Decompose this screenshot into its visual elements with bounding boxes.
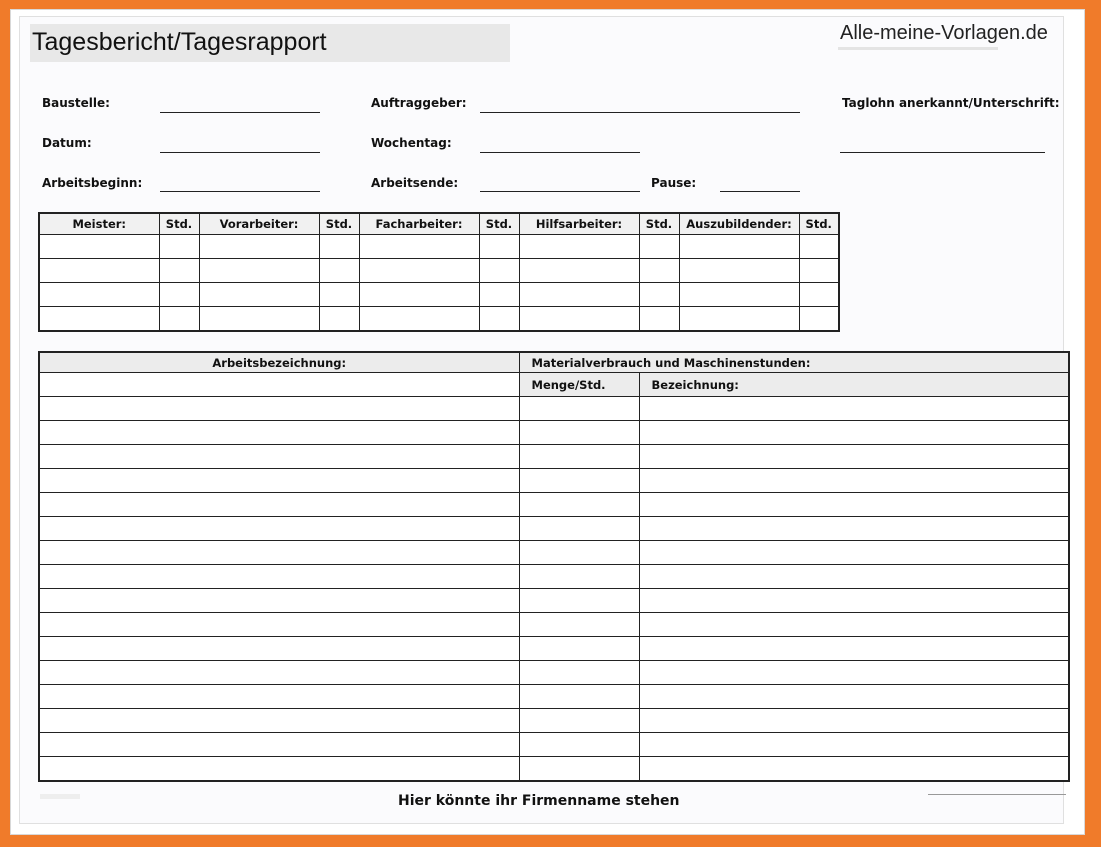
table-row [39, 307, 839, 332]
staff-cell[interactable] [159, 235, 199, 259]
work-desc-cell[interactable] [39, 757, 519, 782]
qty-cell[interactable] [519, 445, 639, 469]
header-std: Std. [639, 213, 679, 235]
qty-cell[interactable] [519, 709, 639, 733]
wochentag-label: Wochentag: [371, 136, 452, 150]
work-desc-cell[interactable] [39, 661, 519, 685]
brand-underline [838, 47, 998, 50]
work-table [38, 351, 1070, 782]
staff-cell[interactable] [199, 307, 319, 332]
qty-cell[interactable] [519, 469, 639, 493]
qty-cell[interactable] [519, 661, 639, 685]
qty-cell[interactable] [519, 757, 639, 782]
staff-header-row [39, 213, 839, 235]
datum-field[interactable] [160, 152, 320, 153]
staff-cell[interactable] [39, 259, 159, 283]
pause-label: Pause: [651, 176, 697, 190]
qty-cell[interactable] [519, 685, 639, 709]
material-desc-cell[interactable] [639, 421, 1069, 445]
header-std: Std. [159, 213, 199, 235]
material-desc-cell[interactable] [639, 445, 1069, 469]
staff-cell[interactable] [639, 307, 679, 332]
staff-cell[interactable] [39, 307, 159, 332]
header-bezeichnung: Bezeichnung: [639, 373, 1069, 397]
table-row [39, 259, 839, 283]
table-row [39, 235, 839, 259]
work-desc-cell[interactable] [39, 517, 519, 541]
header-auszubildender: Auszubildender: [679, 213, 799, 235]
header-meister: Meister: [39, 213, 159, 235]
work-desc-cell[interactable] [39, 733, 519, 757]
qty-cell[interactable] [519, 421, 639, 445]
work-subheader-row [39, 373, 1069, 397]
qty-cell[interactable] [519, 541, 639, 565]
arbeitsende-label: Arbeitsende: [371, 176, 459, 190]
table-row [39, 661, 1069, 685]
staff-cell[interactable] [679, 283, 799, 307]
staff-cell[interactable] [319, 235, 359, 259]
table-row [39, 589, 1069, 613]
qty-cell[interactable] [519, 613, 639, 637]
table-row [39, 565, 1069, 589]
taglohn-label: Taglohn anerkannt/Unterschrift: [842, 96, 1060, 110]
staff-cell[interactable] [479, 259, 519, 283]
staff-cell[interactable] [519, 259, 639, 283]
arbeitsbeginn-field[interactable] [160, 191, 320, 192]
staff-cell[interactable] [519, 307, 639, 332]
material-desc-cell[interactable] [639, 733, 1069, 757]
company-name-placeholder: Hier könnte ihr Firmenname stehen [398, 793, 680, 809]
title-bar [30, 24, 510, 62]
staff-cell[interactable] [359, 259, 479, 283]
baustelle-label: Baustelle: [42, 96, 110, 110]
staff-cell[interactable] [679, 307, 799, 332]
work-desc-cell[interactable] [39, 709, 519, 733]
arbeitsbeginn-label: Arbeitsbeginn: [42, 176, 143, 190]
staff-cell[interactable] [159, 259, 199, 283]
table-row [39, 283, 839, 307]
staff-cell[interactable] [159, 283, 199, 307]
staff-cell[interactable] [479, 307, 519, 332]
staff-cell[interactable] [39, 283, 159, 307]
table-row [39, 541, 1069, 565]
website-link-mark [928, 786, 1066, 795]
staff-cell[interactable] [799, 259, 839, 283]
staff-cell[interactable] [199, 235, 319, 259]
staff-table [38, 212, 840, 332]
staff-cell[interactable] [319, 307, 359, 332]
baustelle-field[interactable] [160, 112, 320, 113]
staff-cell[interactable] [199, 283, 319, 307]
staff-cell[interactable] [39, 235, 159, 259]
qty-cell[interactable] [519, 565, 639, 589]
table-row [39, 445, 1069, 469]
header-vorarbeiter: Vorarbeiter: [199, 213, 319, 235]
table-row [39, 517, 1069, 541]
material-desc-cell[interactable] [639, 517, 1069, 541]
work-desc-cell[interactable] [39, 469, 519, 493]
wochentag-field[interactable] [480, 152, 640, 153]
table-row [39, 397, 1069, 421]
qty-cell[interactable] [519, 517, 639, 541]
material-desc-cell[interactable] [639, 565, 1069, 589]
header-arbeitsbezeichnung: Arbeitsbezeichnung: [39, 352, 519, 373]
table-row [39, 493, 1069, 517]
qty-cell[interactable] [519, 493, 639, 517]
staff-cell[interactable] [319, 283, 359, 307]
header-facharbeiter: Facharbeiter: [359, 213, 479, 235]
material-desc-cell[interactable] [639, 469, 1069, 493]
staff-cell[interactable] [679, 235, 799, 259]
work-desc-cell[interactable] [39, 397, 519, 421]
table-row [39, 421, 1069, 445]
staff-cell[interactable] [479, 283, 519, 307]
staff-cell[interactable] [519, 235, 639, 259]
qty-cell[interactable] [519, 637, 639, 661]
faint-mark [40, 794, 80, 799]
staff-cell[interactable] [639, 259, 679, 283]
staff-cell[interactable] [799, 283, 839, 307]
material-desc-cell[interactable] [639, 493, 1069, 517]
work-desc-cell[interactable] [39, 637, 519, 661]
work-desc-cell[interactable] [39, 445, 519, 469]
header-menge-std: Menge/Std. [519, 373, 639, 397]
table-row [39, 469, 1069, 493]
header-materialverbrauch: Materialverbrauch und Maschinenstunden: [519, 352, 1069, 373]
staff-cell[interactable] [159, 307, 199, 332]
header-std: Std. [799, 213, 839, 235]
auftraggeber-field[interactable] [480, 112, 800, 113]
staff-cell[interactable] [639, 235, 679, 259]
table-row [39, 685, 1069, 709]
page-title: Tagesbericht/Tagesrapport [32, 28, 327, 56]
staff-cell[interactable] [359, 235, 479, 259]
table-row [39, 757, 1069, 782]
header-std: Std. [319, 213, 359, 235]
qty-cell[interactable] [519, 733, 639, 757]
staff-cell[interactable] [639, 283, 679, 307]
pause-field[interactable] [720, 191, 800, 192]
signature-field[interactable] [840, 152, 1045, 153]
material-desc-cell[interactable] [639, 589, 1069, 613]
material-desc-cell[interactable] [639, 661, 1069, 685]
staff-cell[interactable] [359, 307, 479, 332]
material-desc-cell[interactable] [639, 541, 1069, 565]
material-desc-cell[interactable] [639, 397, 1069, 421]
staff-cell[interactable] [479, 235, 519, 259]
work-desc-cell[interactable] [39, 493, 519, 517]
staff-cell[interactable] [799, 235, 839, 259]
arbeitsende-field[interactable] [480, 191, 640, 192]
qty-cell[interactable] [519, 397, 639, 421]
material-desc-cell[interactable] [639, 613, 1069, 637]
work-desc-cell[interactable] [39, 613, 519, 637]
work-desc-cell[interactable] [39, 685, 519, 709]
staff-cell[interactable] [519, 283, 639, 307]
work-header-row [39, 352, 1069, 373]
auftraggeber-label: Auftraggeber: [371, 96, 467, 110]
staff-cell[interactable] [799, 307, 839, 332]
work-desc-cell[interactable] [39, 541, 519, 565]
brand-logo-text: Alle-meine-Vorlagen.de [840, 22, 1048, 44]
table-row [39, 637, 1069, 661]
work-desc-cell[interactable] [39, 373, 519, 397]
staff-cell[interactable] [199, 259, 319, 283]
table-row [39, 733, 1069, 757]
staff-cell[interactable] [679, 259, 799, 283]
work-desc-cell[interactable] [39, 589, 519, 613]
table-row [39, 709, 1069, 733]
datum-label: Datum: [42, 136, 92, 150]
material-desc-cell[interactable] [639, 637, 1069, 661]
staff-cell[interactable] [359, 283, 479, 307]
header-std: Std. [479, 213, 519, 235]
staff-cell[interactable] [319, 259, 359, 283]
qty-cell[interactable] [519, 589, 639, 613]
work-desc-cell[interactable] [39, 565, 519, 589]
header-hilfsarbeiter: Hilfsarbeiter: [519, 213, 639, 235]
work-desc-cell[interactable] [39, 421, 519, 445]
material-desc-cell[interactable] [639, 757, 1069, 782]
table-row [39, 613, 1069, 637]
material-desc-cell[interactable] [639, 709, 1069, 733]
material-desc-cell[interactable] [639, 685, 1069, 709]
